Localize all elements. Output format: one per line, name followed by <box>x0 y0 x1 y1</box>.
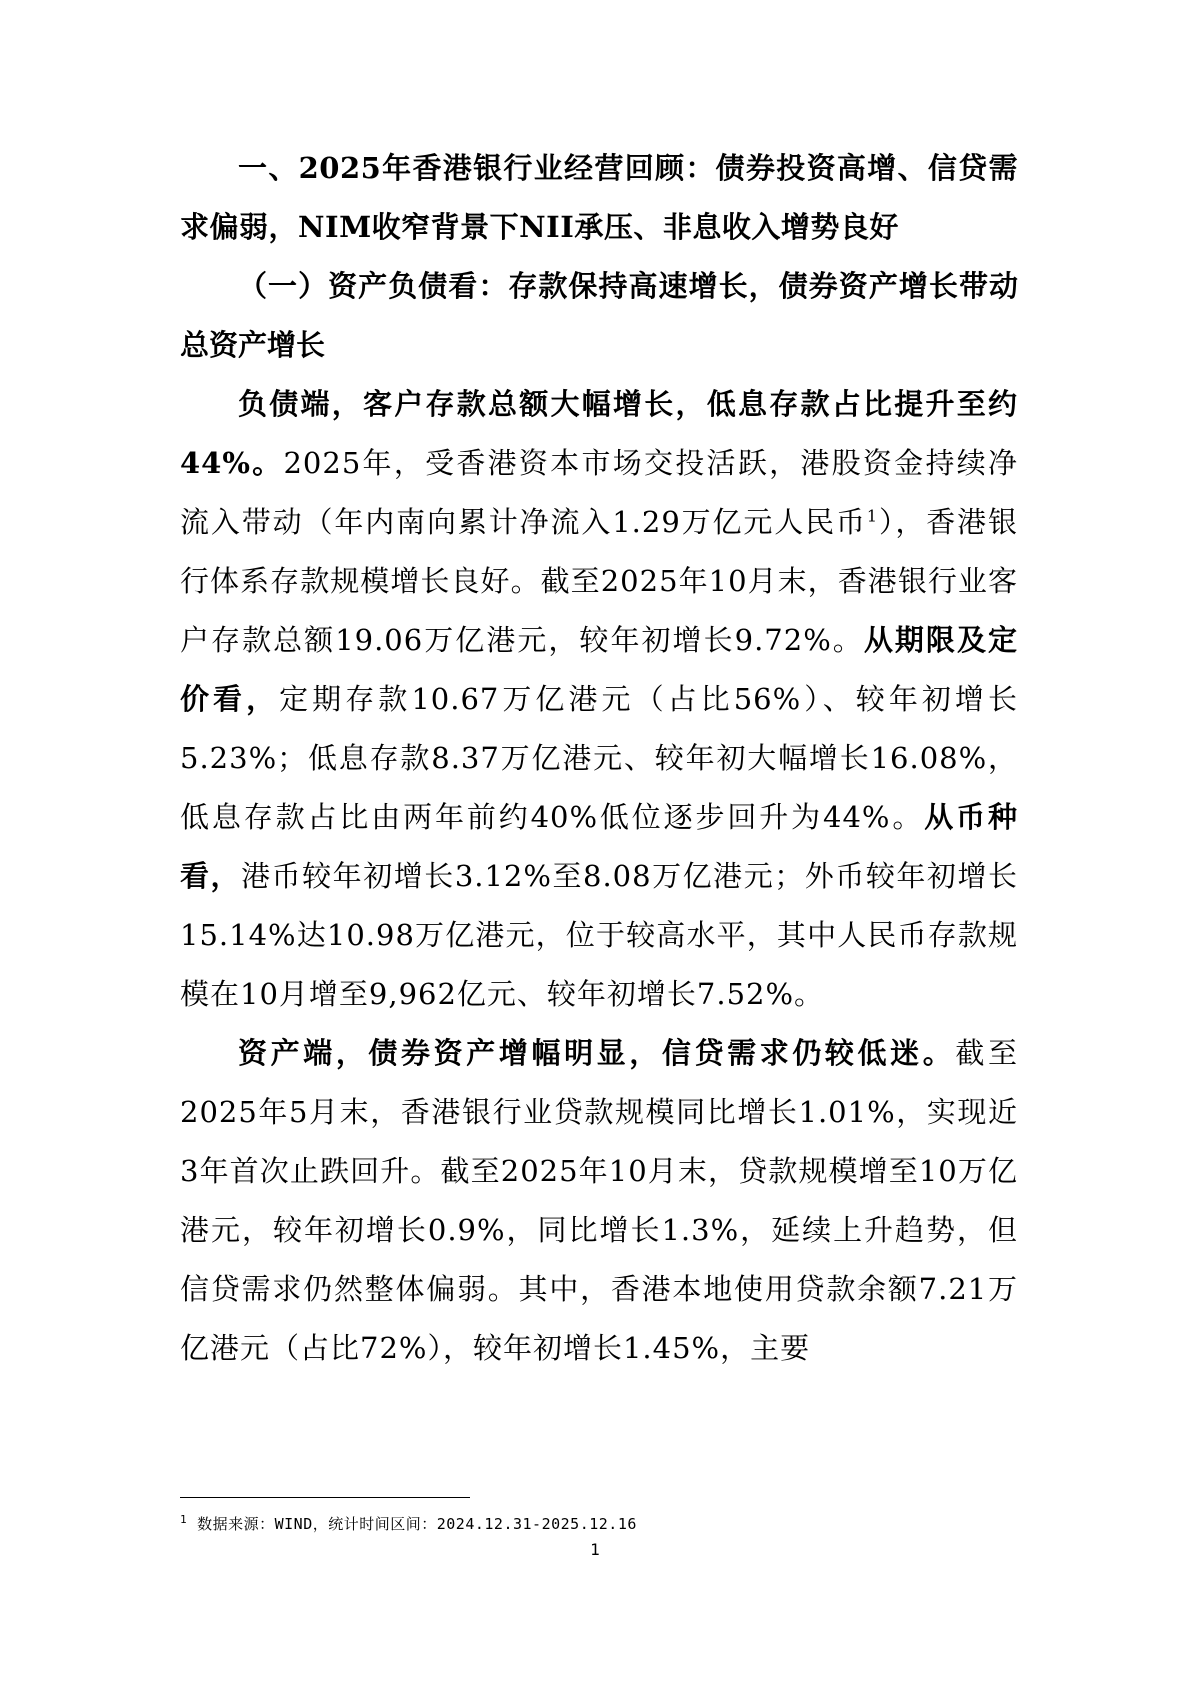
paragraph-liabilities-text-d: 港币较年初增长3.12%至8.08万亿港元；外币较年初增长15.14%达10.98万亿港元，位于较高水平，其中人民币存款规模在10月增至9,962亿元、较年初增长7.52%。 <box>180 859 1018 1011</box>
paragraph-liabilities-lead-2: 从期限及定价看， <box>180 623 1018 716</box>
paragraph-liabilities-lead-3: 从币种看， <box>180 800 1018 893</box>
page-number: 1 <box>590 1540 600 1559</box>
footnote-marker: 1 <box>180 1513 188 1526</box>
paragraph-liabilities <box>180 375 1018 1024</box>
paragraph-liabilities-text-a: 2025年，受香港资本市场交投活跃，港股资金持续净流入带动（年内南向累计净流入1.29万亿元人民币 <box>180 446 1018 539</box>
subsection-heading <box>180 257 1018 375</box>
subsection-heading-text: （一）资产负债看：存款保持高速增长，债券资产增长带动总资产增长 <box>180 269 1018 362</box>
footnote-separator <box>180 1497 470 1498</box>
footnote <box>180 1513 637 1535</box>
paragraph-assets-lead: 资产端，债券资产增幅明显，信贷需求仍较低迷。 <box>238 1036 956 1070</box>
paragraph-assets <box>180 1024 1018 1378</box>
paragraph-assets-text: 截至2025年5月末，香港银行业贷款规模同比增长1.01%，实现近3年首次止跌回升。截至2025年10月末，贷款规模增至10万亿港元，较年初增长0.9%，同比增长1.3%，延续上升趋势，但信贷需求仍然整体偏弱。其中，香港本地使用贷款余额7.21万亿港元（占比72%），较年初增长1.45%，主要 <box>180 1036 1018 1365</box>
footnote-reference: 1 <box>866 506 879 526</box>
paragraph-liabilities-text-b: ），香港银行体系存款规模增长良好。截至2025年10月末，香港银行业客户存款总额19.06万亿港元，较年初增长9.72%。 <box>180 505 1018 657</box>
footnote-text: 数据来源：WIND，统计时间区间：2024.12.31-2025.12.16 <box>197 1515 637 1533</box>
paragraph-liabilities-text-c: 定期存款10.67万亿港元（占比56%）、较年初增长5.23%；低息存款8.37万亿港元、较年初大幅增长16.08%，低息存款占比由两年前约40%低位逐步回升为44%。 <box>180 682 1018 834</box>
section-heading <box>180 139 1018 257</box>
paragraph-liabilities-lead: 负债端，客户存款总额大幅增长，低息存款占比提升至约44%。 <box>180 387 1018 480</box>
section-heading-text: 一、2025年香港银行业经营回顾：债券投资高增、信贷需求偏弱，NIM收窄背景下NII承压、非息收入增势良好 <box>180 151 1018 244</box>
